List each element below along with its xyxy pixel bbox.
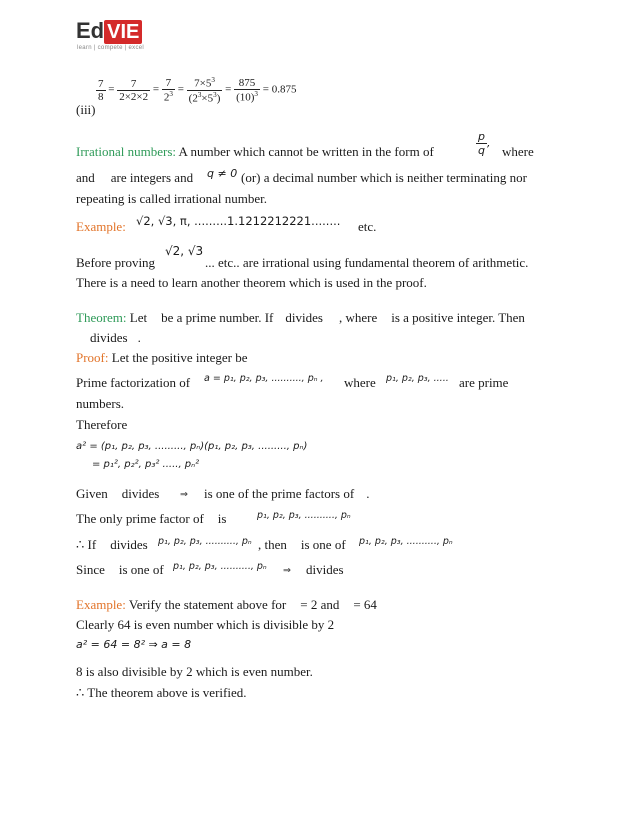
q-not-zero: q ≠ 0 [207,167,238,180]
part-iii-equation: $\frac{7}{8}$ = $\frac{7}{2\times 2\times 2}$ = $\frac{7}{2^3}$ = $\frac{7\times 5^3}{(2^3\times 5^3)}$ = $\frac{875}{(10)^3}$ = 0.875 [98,76,297,105]
only-prime-factor: The only prime factor of is [76,511,227,526]
before-proving-a: Before proving [76,255,156,270]
logo-text-ed: Ed [76,18,105,43]
example-1 [76,219,126,235]
theorem-label: Theorem: [76,310,127,325]
p-over-q: $\frac{p}{q}$ , [478,130,491,157]
since-divides: divides [306,562,344,577]
prime-factorization-ps: p₁, p₂, p₃, ..... [386,373,449,384]
prime-factorization-tail: are prime [459,375,509,390]
given-implies: ⇒ [180,489,188,500]
proof-line-1: Proof: Let the positive integer be [76,350,248,365]
since-implies: ⇒ [283,565,291,576]
fraction-875-10cubed: $\frac{875}{(10)^3}$ [236,76,258,104]
theorem-line-1: Theorem: Let be a prime number. If divides , where is a positive integer. Then [76,310,525,325]
edvie-logo [76,18,142,44]
numbers-line: numbers. [76,396,125,411]
result-0875: = 0.875 [262,83,297,96]
if-line-math-2: p₁, p₂, p₃, .........., pₙ [359,536,453,547]
only-prime-factor-math: p₁, p₂, p₃, .........., pₙ [257,510,351,521]
since-line-math: p₁, p₂, p₃, .........., pₙ [173,561,267,572]
irrational-heading: Irrational numbers: [76,144,176,159]
example-2-line-4: ∴ The theorem above is verified. [76,685,247,700]
example-1-label: Example: [76,219,126,234]
prime-factorization-math: a = p₁, p₂, p₃, .........., pₙ , [204,373,324,384]
example-1-math: √2, √3, π, .........1.1212212221........ [136,214,341,228]
a-squared-eq-1: a² = (p₁, p₂, p₃, ........., pₙ)(p₁, p₂, p₃, ........., pₙ) [76,441,308,452]
fraction-7-2cubed: $\frac{7}{2^3}$ [163,76,173,104]
example-2-label: Example: [76,597,126,612]
logo-text-vie: VIE [104,20,142,44]
if-line-then: , then is one of [258,537,346,552]
part-iii-label: (iii) [76,102,96,117]
theorem-line-2: divides . [90,330,141,345]
if-line: ∴ If divides [76,537,148,552]
fraction-7x5cubed: $\frac{7\times 5^3}{(2^3\times 5^3)}$ [188,76,221,105]
before-proving-b: ... etc.. are irrational using fundamental theorem of arithmetic. [205,255,529,270]
fraction-7-2x2x2: $\frac{7}{2\times 2\times 2}$ [119,77,149,103]
prime-factorization-a: Prime factorization of [76,375,191,390]
example-2-line-2: Clearly 64 is even number which is divisible by 2 [76,617,335,632]
fraction-7-8: $\frac{7}{8}$ [98,77,104,103]
therefore-line: Therefore [76,417,128,432]
irrational-line-3: repeating is called irrational number. [76,191,267,206]
prime-factorization-where: where [344,375,376,390]
given-line: Given divides [76,486,160,501]
since-line: Since is one of [76,562,164,577]
irrational-line-2: and are integers and [76,170,194,185]
irrational-definition-a: A number which cannot be written in the form of [176,144,434,159]
if-line-math: p₁, p₂, p₃, .........., pₙ [158,536,252,547]
example-1-etc: etc. [358,219,377,234]
irrational-where: where [502,144,534,159]
logo-tagline: learn | compete | excel [77,45,145,51]
before-proving-line-2: There is a need to learn another theorem which is used in the proof. [76,275,427,290]
example-2-line-1: Example: Verify the statement above for = 2 and = 64 [76,597,377,612]
a-squared-eq-2: = p₁², p₂², p₃² ....., pₙ² [92,459,200,470]
example-2-equation: a² = 64 = 8² ⇒ a = 8 [76,638,192,651]
irrational-line-1 [76,144,434,160]
before-proving-math: √2, √3 [165,244,204,258]
proof-label: Proof: [76,350,109,365]
given-line-end: is one of the prime factors of . [204,486,370,501]
irrational-line-2-end: (or) a decimal number which is neither terminating nor [241,170,527,185]
example-2-line-3: 8 is also divisible by 2 which is even number. [76,664,313,679]
